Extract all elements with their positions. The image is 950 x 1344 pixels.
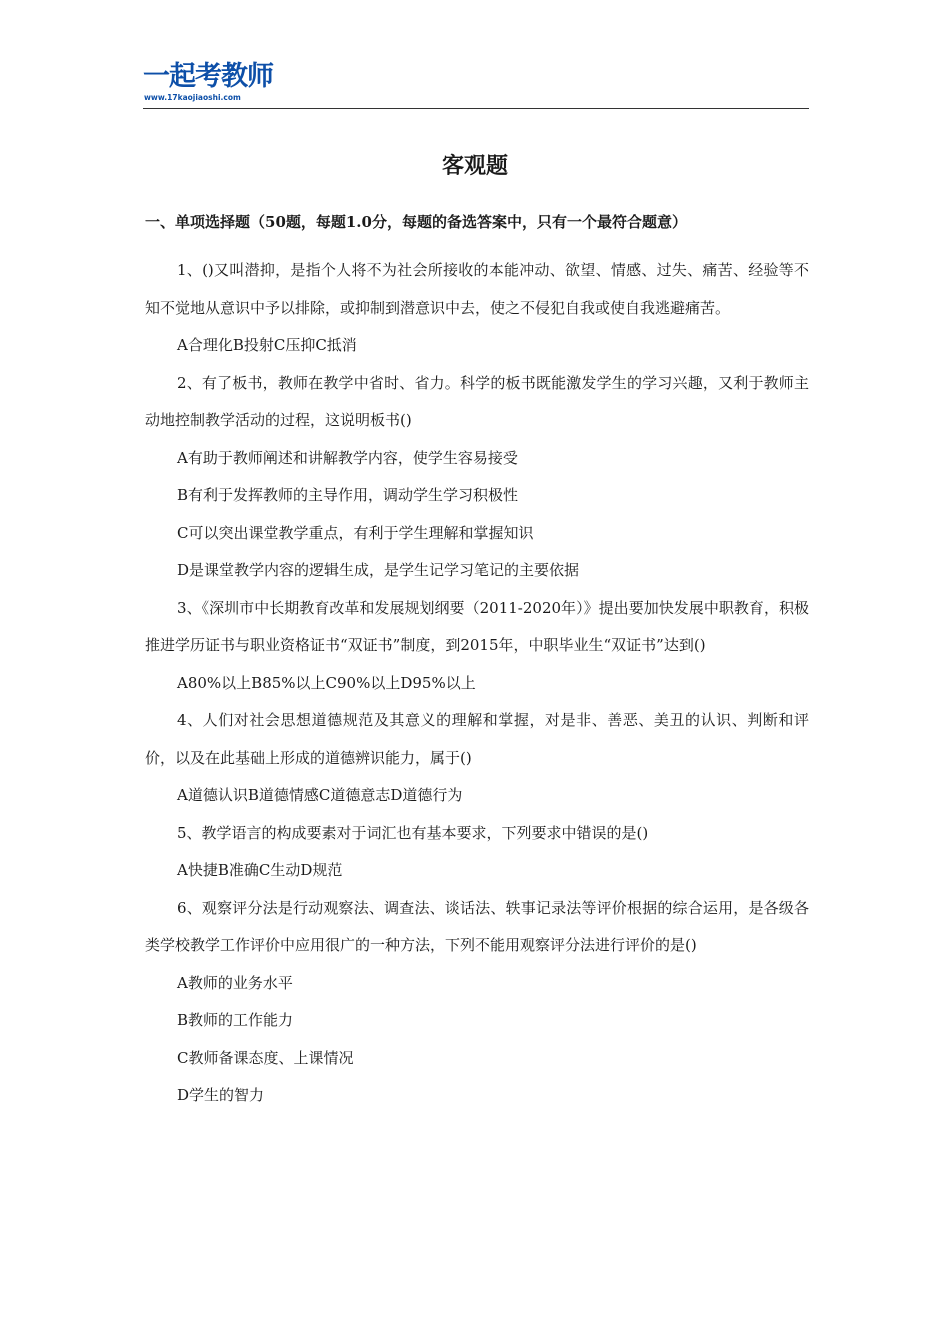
question-5-options: A快捷B准确C生动D规范 xyxy=(177,861,343,879)
question-4: 4、人们对社会思想道德规范及其意义的理解和掌握，对是非、善恶、美丑的认识、判断和评价，以及在此基础上形成的道德辨识能力，属于() xyxy=(145,711,809,767)
question-2-option-a: A有助于教师阐述和讲解教学内容，使学生容易接受 xyxy=(177,448,518,467)
question-6: 6、观察评分法是行动观察法、调查法、谈话法、轶事记录法等评价根据的综合运用，是各级各类学校教学工作评价中应用很广的一种方法，下列不能用观察评分法进行评价的是() xyxy=(145,898,809,954)
brand-url: www.17kaojiaoshi.com xyxy=(144,93,241,102)
question-3-options: A80%以上B85%以上C90%以上D95%以上 xyxy=(177,673,476,692)
question-2-option-c: C可以突出课堂教学重点，有利于学生理解和掌握知识 xyxy=(177,523,534,542)
page-title: 客观题 xyxy=(441,153,508,179)
question-6-option-a: A教师的业务水平 xyxy=(177,973,293,992)
question-1-options: A合理化B投射C压抑C抵消 xyxy=(177,336,357,354)
brand-logo: 一起考教师 xyxy=(143,61,273,92)
question-list xyxy=(145,252,809,1115)
header-divider xyxy=(143,108,809,109)
page-header xyxy=(143,62,809,110)
question-3: 3、《深圳市中长期教育改革和发展规划纲要（2011-2020年）》提出要加快发展中职教育，积极推进学历证书与职业资格证书“双证书”制度，到2015年，中职毕业生“双证书”达到() xyxy=(145,598,809,654)
question-2: 2、有了板书，教师在教学中省时、省力。科学的板书既能激发学生的学习兴趣，又利于教师主动地控制教学活动的过程，这说明板书() xyxy=(145,373,809,429)
question-5: 5、教学语言的构成要素对于词汇也有基本要求，下列要求中错误的是() xyxy=(177,823,649,842)
question-2-option-d: D是课堂教学内容的逻辑生成，是学生记学习笔记的主要依据 xyxy=(177,561,580,579)
question-6-option-c: C教师备课态度、上课情况 xyxy=(177,1048,354,1067)
question-4-options: A道德认识B道德情感C道德意志D道德行为 xyxy=(177,786,463,804)
question-1: 1、()又叫潜抑，是指个人将不为社会所接收的本能冲动、欲望、情感、过失、痛苦、经验等不知不觉地从意识中予以排除，或抑制到潜意识中去，使之不侵犯自我或使自我逃避痛苦。 xyxy=(145,261,809,317)
question-6-option-d: D学生的智力 xyxy=(177,1086,265,1104)
question-2-option-b: B有利于发挥教师的主导作用，调动学生学习积极性 xyxy=(177,486,519,504)
section-heading: 一、单项选择题（50题，每题1.0分，每题的备选答案中，只有一个最符合题意） xyxy=(145,213,687,231)
question-6-option-b: B教师的工作能力 xyxy=(177,1011,294,1029)
